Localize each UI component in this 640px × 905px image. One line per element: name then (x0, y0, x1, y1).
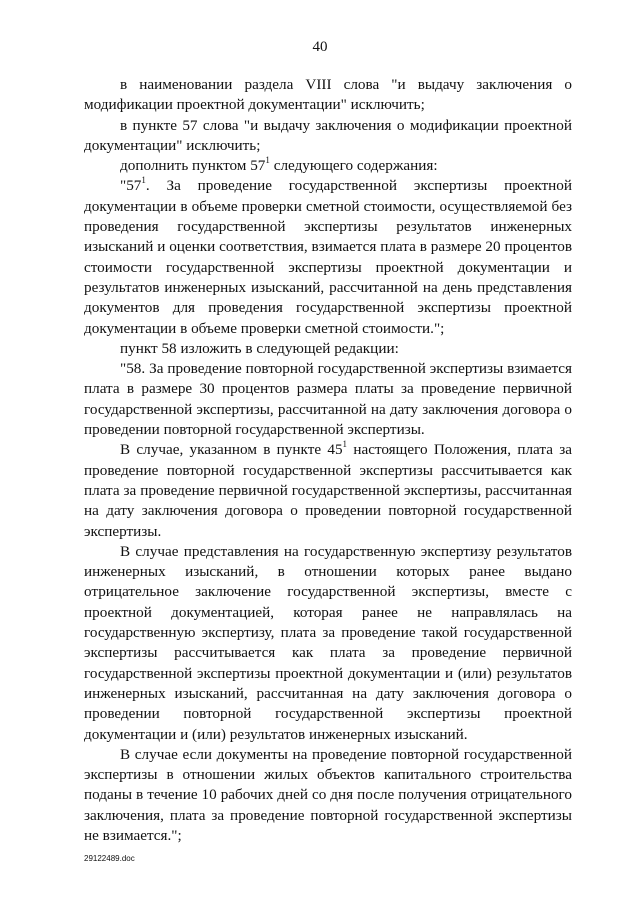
paragraph-text: дополнить пунктом 57 (120, 157, 266, 175)
superscript: 1 (342, 439, 348, 450)
paragraph-point-57-amendment: в пункте 57 слова "и выдачу заключения о модификации проектной документации" исключить; (84, 116, 572, 154)
paragraph-add-point-57-1 (84, 156, 572, 176)
paragraph-point-58-text: "58. За проведение повторной государственной экспертизы взимается плата в размере 30 процентов размера платы за проведение первичной государственной экспертизы, рассчитанной на дату заключения договора о проведении повторной государственной экспертизы. (84, 360, 572, 439)
paragraph-text: В случае, указанном в пункте 45 (120, 441, 343, 459)
paragraph-point-57-1-text (84, 176, 572, 338)
document-filename: 29122489.doc (84, 854, 135, 863)
superscript: 1 (141, 175, 146, 186)
paragraph-text: следующего содержания: (269, 157, 438, 175)
paragraph-text: . За проведение государственной экспертизы проектной документации в объеме проверки сметной стоимости, осуществляемой без проведения государственной экспертизы результатов инженерных изысканий и оценки соответствия, взимается плата в размере 20 процентов стоимости государственной экспертизы проектной документации и результатов инженерных изысканий, рассчитанной на день представления документов для проведения государственной экспертизы проектной документации в объеме проверки сметной стоимости."; (84, 177, 572, 337)
paragraph-text: настоящего Положения, плата за проведение повторной государственной экспертизы рассчитывается как плата за проведение первичной государственной экспертизы, рассчитанная на дату заключения договора о проведении повторной государственной экспертизы. (84, 441, 572, 540)
paragraph-point-45-1-case (84, 440, 572, 541)
superscript: 1 (265, 155, 270, 166)
paragraph-engineering-surveys-case: В случае представления на государственную экспертизу результатов инженерных изысканий, в отношении которых ранее выдано отрицательное заключение государственной экспертизы, вместе с проектной документацией, которая ранее не направлялась на государственную экспертизу, плата за проведение такой государственной экспертизы рассчитывается как плата за проведение первичной государственной экспертизы проектной документации и (или) результатов инженерных изысканий, рассчитанная на дату заключения договора о проведении повторной государственной экспертизы проектной документации и (или) результатов инженерных изысканий. (84, 542, 572, 743)
paragraph-section-viii-amendment: в наименовании раздела VIII слова "и выдачу заключения о модификации проектной документации" исключить; (84, 76, 572, 114)
paragraph-point-58-amendment: пункт 58 изложить в следующей редакции: (120, 339, 399, 357)
paragraph-residential-objects-case: В случае если документы на проведение повторной государственной экспертизы в отношении жилых объектов капитального строительства поданы в течение 10 рабочих дней со дня после получения отрицательного заключения, плата за проведение повторной государственной экспертизы не взимается."; (84, 745, 572, 844)
page-number: 40 (312, 39, 328, 55)
document-body (84, 75, 572, 846)
paragraph-text: "57 (120, 177, 142, 195)
